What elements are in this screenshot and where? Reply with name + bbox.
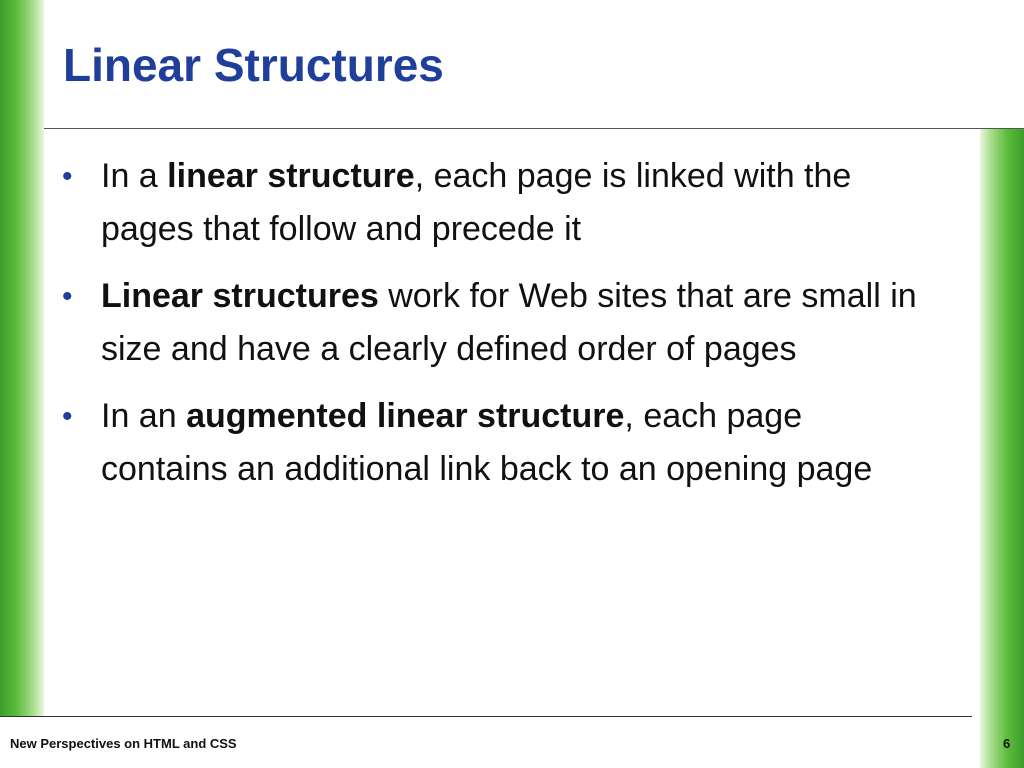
bullet-icon: • bbox=[62, 280, 73, 313]
bullet-text-bold: Linear structures bbox=[101, 277, 379, 315]
page-number: 6 bbox=[1003, 736, 1011, 751]
bullet-text-before: In a bbox=[101, 157, 168, 195]
footer-divider bbox=[0, 716, 972, 717]
bullet-list bbox=[56, 150, 936, 510]
bullet-item bbox=[56, 390, 936, 496]
bullet-text-after: , each page is linked with the pages that follow and precede it bbox=[101, 157, 852, 248]
bullet-text-bold: augmented linear structure bbox=[186, 397, 625, 435]
bullet-text-after: , each page contains an additional link back to an opening page bbox=[101, 397, 873, 488]
bullet-icon: • bbox=[62, 160, 73, 193]
title-divider bbox=[44, 128, 1024, 129]
bullet-icon: • bbox=[62, 400, 73, 433]
bullet-text-after: work for Web sites that are small in size and have a clearly defined order of pages bbox=[101, 277, 917, 368]
slide-title: Linear Structures bbox=[63, 39, 444, 91]
bullet-text-bold: linear structure bbox=[167, 157, 415, 195]
bullet-text-before: In an bbox=[101, 397, 187, 435]
bullet-item bbox=[56, 150, 936, 256]
left-green-bar bbox=[0, 0, 44, 768]
bullet-item bbox=[56, 270, 936, 376]
footer-text: New Perspectives on HTML and CSS bbox=[10, 736, 237, 751]
